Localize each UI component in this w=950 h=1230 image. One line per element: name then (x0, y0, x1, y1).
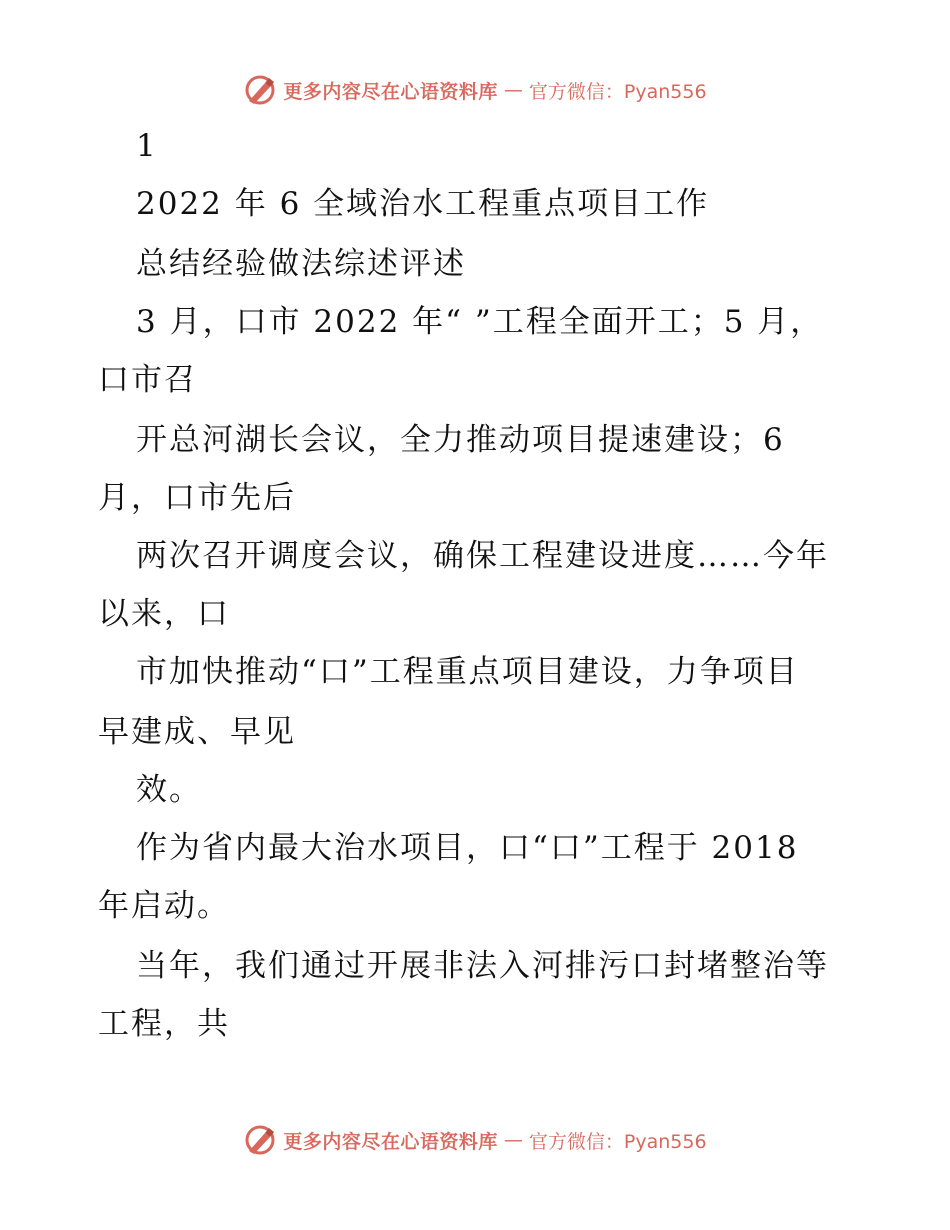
watermark-text: 更多内容尽在心语资料库 (283, 1130, 498, 1153)
footer-watermark (0, 1120, 950, 1160)
watermark-wechat: 官方微信：Pyan556 (528, 80, 707, 103)
document-title-line-1: 2022 年 6 全域治水工程重点项目工作 (136, 186, 710, 222)
paragraph-line: 两次召开调度会议，确保工程建设进度……今年 (136, 538, 829, 574)
pen-seal-logo-icon (243, 73, 277, 107)
page-number: 1 (136, 128, 158, 164)
header-watermark (0, 70, 950, 110)
paragraph-line: 早建成、早见 (98, 714, 296, 750)
document-title-line-2: 总结经验做法综述评述 (136, 246, 466, 282)
watermark-dash: — (503, 79, 523, 101)
paragraph-line: 口市召 (98, 362, 197, 398)
paragraph-line: 3 月，口市 2022 年“ ”工程全面开工；5 月， (136, 304, 824, 340)
paragraph-line: 年启动。 (98, 888, 230, 924)
paragraph-line: 月，口市先后 (98, 480, 296, 516)
paragraph-line: 市加快推动“口”工程重点项目建设，力争项目 (136, 654, 799, 690)
paragraph-line: 效。 (136, 772, 202, 808)
paragraph-line: 当年，我们通过开展非法入河排污口封堵整治等 (136, 948, 829, 984)
paragraph-line: 工程，共 (98, 1006, 230, 1042)
watermark-dash: — (503, 1129, 523, 1151)
pen-seal-logo-icon (243, 1123, 277, 1157)
paragraph-line: 作为省内最大治水项目，口“口”工程于 2018 (136, 830, 799, 866)
paragraph-line: 以来，口 (98, 596, 230, 632)
paragraph-line: 开总河湖长会议，全力推动项目提速建设；6 (136, 422, 785, 458)
watermark-text: 更多内容尽在心语资料库 (283, 80, 498, 103)
watermark-wechat: 官方微信：Pyan556 (528, 1130, 707, 1153)
